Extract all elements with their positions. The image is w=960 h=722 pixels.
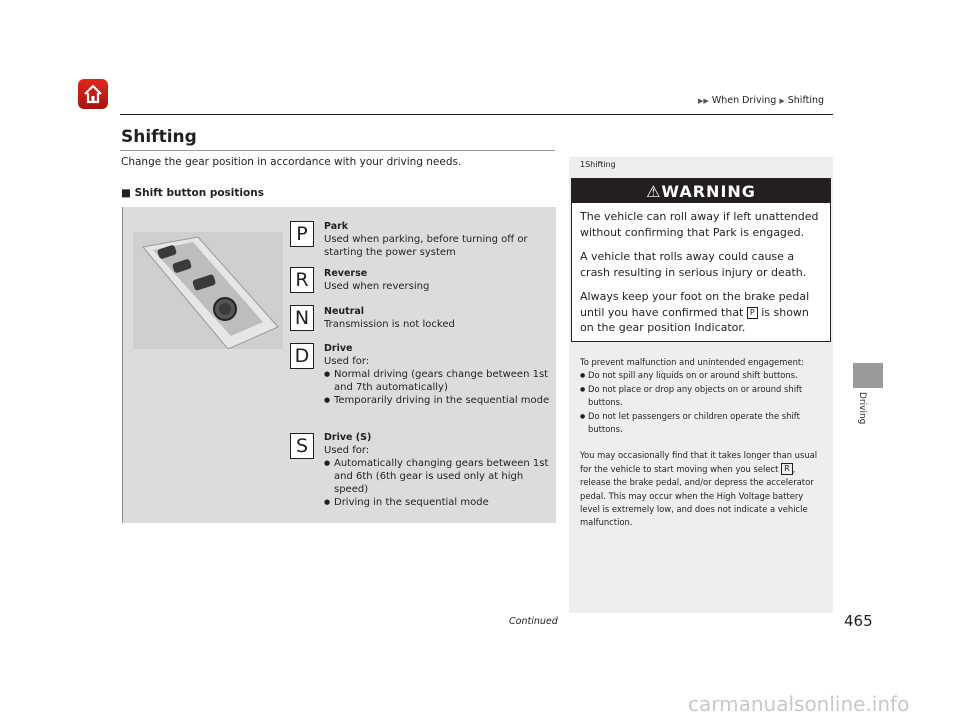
reverse-key-icon: R: [781, 463, 793, 475]
breadcrumb: [698, 95, 824, 106]
gear-letter-r: R: [290, 267, 314, 293]
header-rule: [120, 114, 833, 115]
gear-drive: [324, 342, 554, 407]
section-tab-label: Driving: [857, 392, 867, 425]
home-button[interactable]: [78, 79, 108, 109]
note-paragraph: [580, 449, 825, 529]
note-bullet: ● Do not let passengers or children operate the shift buttons.: [580, 410, 825, 437]
warning-paragraph: A vehicle that rolls away could cause a crash resulting in serious injury or death.: [580, 250, 807, 279]
park-key-icon: P: [747, 307, 758, 319]
continued-label: Continued: [509, 616, 558, 627]
warning-text: is shown on the gear position Indicator.: [580, 305, 809, 334]
chevron-right-icon: ▶▶: [698, 97, 709, 105]
subheading: ■ Shift button positions: [121, 187, 264, 199]
note-text: , release the brake pedal, and/or depress the accelerator pedal. This may occur when the High Voltage battery level is extremely low, and does not indicate a vehicle malfunction.: [580, 463, 814, 528]
warning-title-text: WARNING: [661, 181, 756, 201]
gear-name: Drive (S): [324, 432, 372, 443]
warning-title: [572, 179, 830, 203]
shift-diagram: [122, 207, 556, 523]
gear-bullet: ● Normal driving (gears change between 1st and 7th automatically): [324, 368, 554, 394]
breadcrumb-item-1[interactable]: When Driving: [711, 95, 777, 106]
sidebar-heading-text: Shifting: [585, 160, 616, 169]
page-title: Shifting: [121, 127, 197, 147]
warning-icon: ⚠: [646, 181, 662, 201]
gear-bullet: ● Driving in the sequential mode: [324, 496, 554, 509]
gear-bullet: ● Automatically changing gears between 1st and 6th (6th gear is used only at high speed): [324, 457, 554, 496]
gear-reverse: [324, 267, 554, 293]
home-icon: [82, 83, 104, 105]
intro-text: Change the gear position in accordance with your driving needs.: [121, 156, 462, 168]
gear-name: Reverse: [324, 268, 368, 279]
gear-drive-s: [324, 431, 554, 509]
note-text: You may occasionally find that it takes longer than usual for the vehicle to start moving when you select: [580, 450, 818, 474]
gear-desc: Transmission is not locked: [324, 319, 455, 330]
note-intro: To prevent malfunction and unintended engagement:: [580, 357, 805, 367]
gear-name: Neutral: [324, 306, 365, 317]
warning-box: [571, 178, 831, 342]
title-rule: [120, 150, 555, 151]
sidebar-body: [580, 356, 825, 530]
section-tab[interactable]: [853, 363, 883, 388]
subheading-text: Shift button positions: [134, 187, 264, 199]
gear-desc: Used for:: [324, 445, 370, 456]
gear-name: Drive: [324, 343, 353, 354]
note-icon: 1: [580, 160, 586, 169]
gear-letter-n: N: [290, 305, 314, 331]
gear-letter-s: S: [290, 433, 314, 459]
note-bullet: ● Do not spill any liquids on or around shift buttons.: [580, 369, 825, 382]
gear-desc: Used when reversing: [324, 281, 430, 292]
gear-neutral: [324, 305, 554, 331]
warning-paragraph: The vehicle can roll away if left unattended without confirming that Park is engaged.: [580, 210, 819, 239]
watermark: carmanualsonline.info: [688, 692, 910, 716]
gear-letter-p: P: [290, 221, 314, 247]
gear-desc: Used for:: [324, 356, 370, 367]
warning-text: Always keep your foot on the brake pedal until you have confirmed that: [580, 290, 810, 319]
note-bullet: ● Do not place or drop any objects on or around shift buttons.: [580, 383, 825, 410]
gear-bullet: ● Temporarily driving in the sequential mode: [324, 394, 554, 407]
gear-park: [324, 220, 554, 259]
gear-letter-d: D: [290, 343, 314, 369]
sidebar-heading: [580, 160, 616, 169]
warning-paragraph: [580, 289, 822, 336]
chevron-right-icon: ▶: [779, 97, 785, 105]
gear-name: Park: [324, 221, 349, 232]
shift-console-image: [133, 232, 283, 349]
gear-desc: Used when parking, before turning off or starting the power system: [324, 234, 528, 258]
page-number: 465: [844, 612, 873, 630]
breadcrumb-item-2[interactable]: Shifting: [787, 95, 825, 106]
